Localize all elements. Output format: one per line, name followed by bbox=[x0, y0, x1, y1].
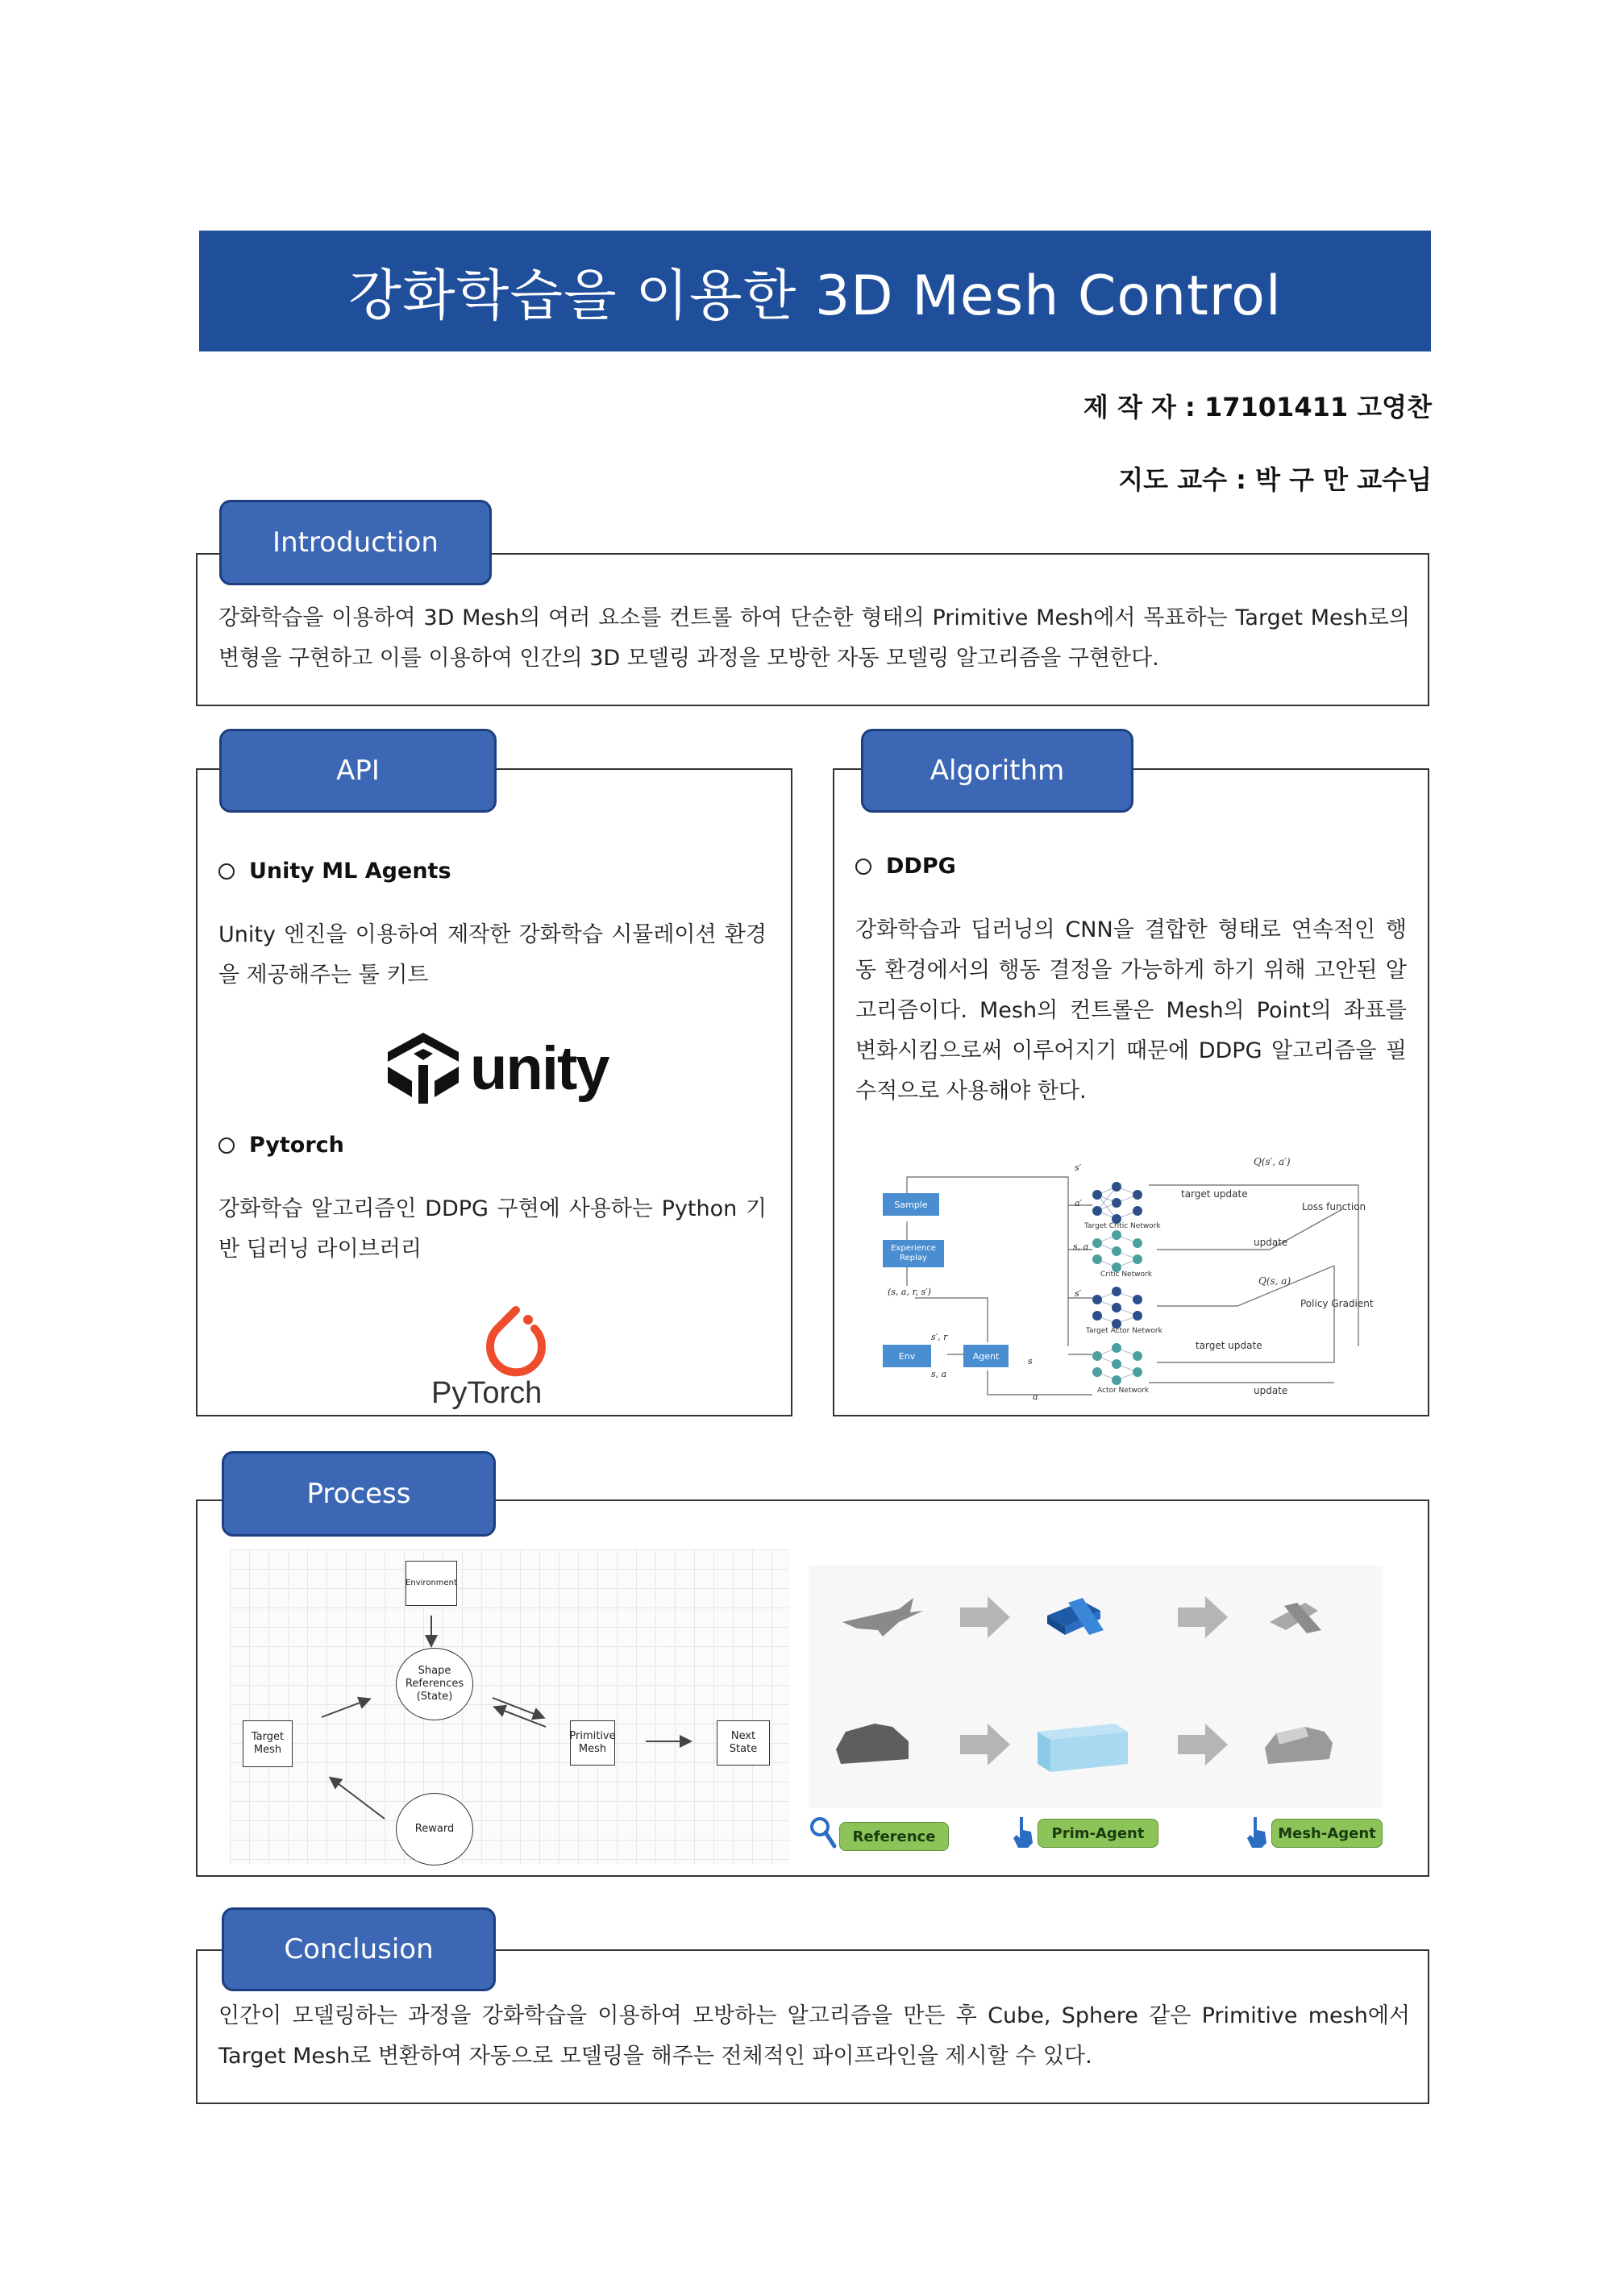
unity-logo bbox=[381, 1028, 615, 1108]
bullet-circle-icon bbox=[218, 1138, 235, 1154]
bullet-circle-icon bbox=[855, 859, 871, 875]
process-tab: Process bbox=[222, 1451, 496, 1537]
reference-chip: Reference bbox=[839, 1822, 949, 1851]
ddpg-q-label: Q(s, a) bbox=[1258, 1275, 1291, 1287]
flow-environment-box: Environment bbox=[406, 1561, 457, 1606]
flow-shape-references-circle: Shape References (State) bbox=[396, 1648, 473, 1720]
conclusion-text: 인간이 모델링하는 과정을 강화학습을 이용하여 모방하는 알고리즘을 만든 후 Cube, Sphere 같은 Primitive mesh에서 Target Mesh로 변환하여 자동으로 모델링을 해주는 전체적인 파이프라인을 제시할 수 있다. bbox=[218, 2003, 1410, 2069]
ddpg-tuple: (s, a, r, s′) bbox=[888, 1287, 931, 1297]
mesh-pipeline-shapes bbox=[809, 1566, 1383, 1807]
pytorch-description: 강화학습 알고리즘인 DDPG 구현에 사용하는 Python 기반 딥러닝 라이브러리 bbox=[218, 1196, 767, 1262]
flow-next-state-box: Next State bbox=[717, 1720, 770, 1766]
ddpg-critic-label: Critic Network bbox=[1100, 1271, 1152, 1279]
pytorch-logo bbox=[431, 1302, 601, 1415]
bullet-circle-icon bbox=[218, 863, 235, 880]
ddpg-experience-replay-box: Experience Replay bbox=[883, 1240, 944, 1267]
introduction-tab: Introduction bbox=[219, 500, 492, 585]
api-section bbox=[196, 768, 792, 1416]
ddpg-target-update-label-2: target update bbox=[1196, 1340, 1262, 1351]
ddpg-s-prime-r: s′, r bbox=[931, 1332, 948, 1342]
ddpg-s-label: s bbox=[1028, 1356, 1033, 1366]
ddpg-a-label: a bbox=[1033, 1391, 1038, 1402]
ddpg-update-label-2: update bbox=[1254, 1385, 1288, 1396]
process-section bbox=[196, 1499, 1429, 1877]
ddpg-update-label-1: update bbox=[1254, 1237, 1288, 1248]
ddpg-target-update-label-1: target update bbox=[1181, 1188, 1248, 1200]
unity-cube-icon bbox=[381, 1029, 465, 1107]
flow-target-mesh-box: Target Mesh bbox=[243, 1720, 293, 1767]
hand-pointer-icon bbox=[1246, 1814, 1270, 1849]
pytorch-wordmark: PyTorch bbox=[431, 1376, 543, 1410]
flow-reward-circle: Reward bbox=[396, 1793, 473, 1866]
ddpg-target-critic-label: Target Critic Network bbox=[1084, 1222, 1161, 1230]
ddpg-heading-text: DDPG bbox=[886, 854, 956, 879]
pytorch-heading-text: Pytorch bbox=[249, 1133, 344, 1158]
magnifier-icon bbox=[809, 1816, 838, 1851]
algorithm-tab: Algorithm bbox=[861, 729, 1133, 813]
ddpg-policy-gradient-label: Policy Gradient bbox=[1300, 1298, 1374, 1309]
ddpg-heading bbox=[855, 854, 956, 879]
ddpg-actor-label: Actor Network bbox=[1097, 1387, 1150, 1395]
unity-wordmark: unity bbox=[470, 1034, 609, 1103]
flow-primitive-mesh-box: Primitive Mesh bbox=[570, 1720, 615, 1766]
ddpg-s-prime-1: s′ bbox=[1075, 1163, 1082, 1173]
unity-heading bbox=[218, 859, 451, 884]
poster-title: 강화학습을 이용한 3D Mesh Control bbox=[199, 231, 1431, 351]
ddpg-agent-box: Agent bbox=[963, 1345, 1009, 1367]
introduction-text: 강화학습을 이용하여 3D Mesh의 여러 요소를 컨트롤 하여 단순한 형태의 Primitive Mesh에서 목표하는 Target Mesh로의 변형을 구현하고 이를 이용하여 인간의 3D 모델링 과정을 모방한 자동 모델링 알고리즘을 구현한다. bbox=[218, 605, 1410, 671]
process-flow-diagram bbox=[230, 1549, 789, 1864]
ddpg-target-actor-label: Target Actor Network bbox=[1086, 1327, 1162, 1335]
mesh-agent-chip: Mesh-Agent bbox=[1271, 1819, 1383, 1848]
process-flow-arrows bbox=[230, 1549, 789, 1864]
ddpg-diagram bbox=[883, 1145, 1383, 1411]
ddpg-description: 강화학습과 딥러닝의 CNN을 결합한 형태로 연속적인 행동 환경에서의 행동 결정을 가능하게 하기 위해 고안된 알고리즘이다. Mesh의 컨트롤은 Mesh의 Point의 좌표를 변화시킴으로써 이루어지기 때문에 DDPG 알고리즘을 필수적으로 사용해야 한다. bbox=[855, 917, 1407, 1104]
ddpg-s-a-2: s, a bbox=[931, 1369, 947, 1379]
author-line: 제 작 자 : 17101411 고영찬 bbox=[1083, 392, 1432, 422]
car-primitive-shape bbox=[1038, 1724, 1128, 1772]
ddpg-sample-box: Sample bbox=[883, 1193, 939, 1216]
advisor-line: 지도 교수 : 박 구 만 교수님 bbox=[1118, 464, 1432, 495]
pytorch-flame-icon bbox=[480, 1302, 552, 1379]
api-tab: API bbox=[219, 729, 497, 813]
unity-heading-text: Unity ML Agents bbox=[249, 859, 451, 884]
hand-pointer-icon bbox=[1012, 1814, 1036, 1849]
ddpg-s-a-1: s, a bbox=[1073, 1242, 1089, 1252]
ddpg-s-prime-2: s′ bbox=[1075, 1288, 1082, 1299]
pytorch-heading bbox=[218, 1133, 344, 1158]
algorithm-section bbox=[833, 768, 1429, 1416]
ddpg-q-prime-label: Q(s′, a′) bbox=[1254, 1156, 1291, 1167]
ddpg-loss-function-label: Loss function bbox=[1302, 1201, 1366, 1212]
ddpg-a-prime: a′ bbox=[1075, 1198, 1083, 1208]
mesh-pipeline-figure bbox=[809, 1566, 1383, 1864]
prim-agent-chip: Prim-Agent bbox=[1038, 1819, 1158, 1848]
conclusion-tab: Conclusion bbox=[222, 1907, 496, 1991]
unity-description: Unity 엔진을 이용하여 제작한 강화학습 시뮬레이션 환경을 제공해주는 툴 키트 bbox=[218, 922, 767, 988]
ddpg-env-box: Env bbox=[883, 1345, 931, 1367]
